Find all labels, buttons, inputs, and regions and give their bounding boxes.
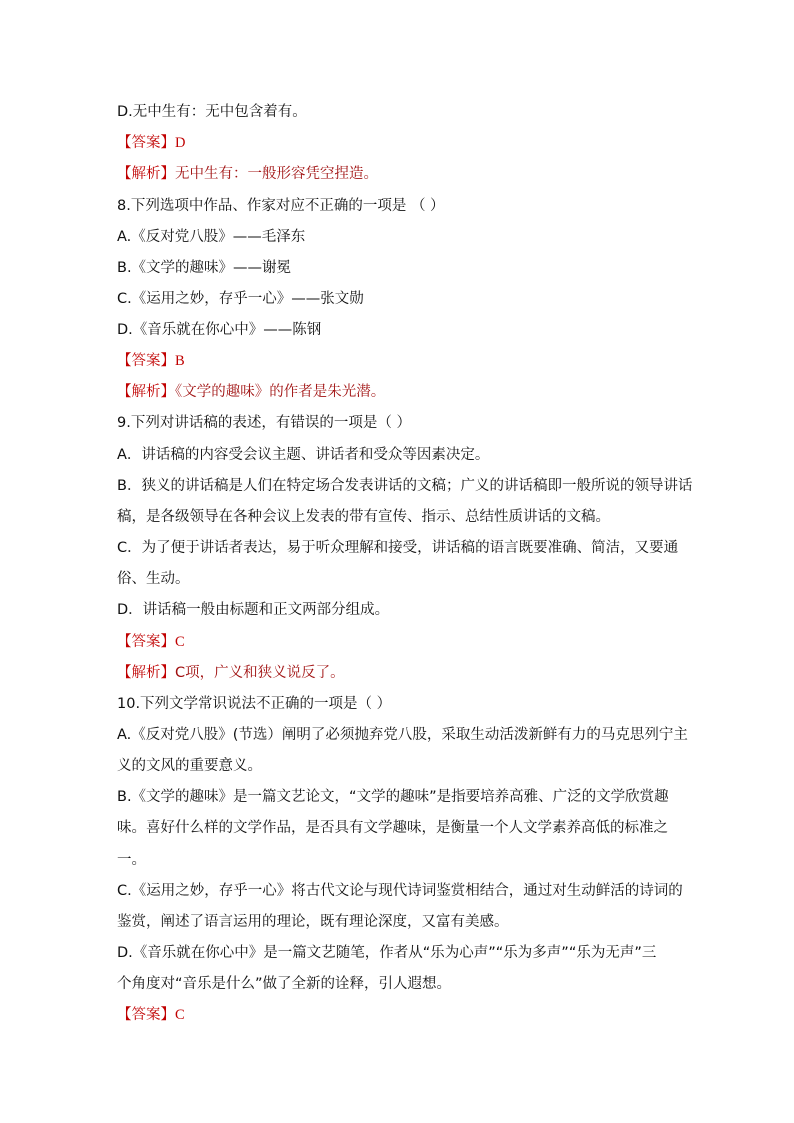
explanation-text: C项，广义和狭义说反了。 bbox=[175, 665, 345, 681]
explanation-text: 《文学的趣味》的作者是朱光潜。 bbox=[175, 384, 386, 400]
option-line: B．狭义的讲话稿是人们在特定场合发表讲话的文稿；广义的讲话稿即一般所说的领导讲话 bbox=[117, 478, 693, 494]
option-line: C.《运用之妙，存乎一心》——张文勋 bbox=[117, 291, 364, 307]
option-line: 个角度对“音乐是什么”做了全新的诠释，引人遐想。 bbox=[117, 976, 452, 992]
option-line: B.《文学的趣味》是一篇文艺论文，“文学的趣味”是指要培养高雅、广泛的文学欣赏趣 bbox=[117, 789, 669, 805]
option-line: A．讲话稿的内容受会议主题、讲话者和受众等因素决定。 bbox=[117, 447, 490, 463]
answer-tag: 【答案】 bbox=[117, 353, 175, 369]
option-line: B.《文学的趣味》——谢冕 bbox=[117, 260, 292, 276]
explanation-line bbox=[117, 663, 345, 683]
option-line: C.《运用之妙，存乎一心》将古代文论与现代诗词鉴赏相结合，通过对生动鲜活的诗词的 bbox=[117, 883, 683, 899]
option-line: 一。 bbox=[117, 852, 146, 868]
explanation-text: 无中生有：一般形容凭空捏造。 bbox=[175, 166, 378, 182]
option-line: 鉴赏，阐述了语言运用的理论，既有理论深度，又富有美感。 bbox=[117, 914, 509, 930]
option-line: D.无中生有：无中包含着有。 bbox=[117, 104, 307, 120]
option-line: D.《音乐就在你心中》——陈钢 bbox=[117, 322, 322, 338]
option-line: 义的文风的重要意义。 bbox=[117, 758, 262, 774]
question-line: 10.下列文学常识说法不正确的一项是（ ） bbox=[117, 696, 392, 712]
answer-line bbox=[117, 632, 185, 652]
option-line: C．为了便于讲话者表达，易于听众理解和接受，讲话稿的语言既要准确、简洁，又要通 bbox=[117, 540, 679, 556]
explanation-line bbox=[117, 382, 385, 402]
explanation-line bbox=[117, 164, 378, 184]
explanation-tag: 【解析】 bbox=[117, 384, 175, 400]
answer-value: C bbox=[175, 634, 185, 650]
option-line: D．讲话稿一般由标题和正文两部分组成。 bbox=[117, 602, 390, 618]
answer-line bbox=[117, 351, 185, 371]
answer-line bbox=[117, 1005, 185, 1025]
explanation-tag: 【解析】 bbox=[117, 166, 175, 182]
answer-tag: 【答案】 bbox=[117, 135, 175, 151]
option-line: A.《反对党八股》——毛泽东 bbox=[117, 229, 306, 245]
answer-tag: 【答案】 bbox=[117, 634, 175, 650]
option-line: 俗、生动。 bbox=[117, 571, 190, 587]
answer-line bbox=[117, 133, 185, 153]
question-line: 8.下列选项中作品、作家对应不正确的一项是 （ ） bbox=[117, 198, 445, 214]
option-line: D.《音乐就在你心中》是一篇文艺随笔，作者从“乐为心声”“乐为多声”“乐为无声”三 bbox=[117, 945, 657, 961]
answer-value: D bbox=[175, 135, 186, 151]
answer-value: C bbox=[175, 1007, 185, 1023]
option-line: 味。喜好什么样的文学作品，是否具有文学趣味，是衡量一个人文学素养高低的标准之 bbox=[117, 820, 668, 836]
option-line: 稿，是各级领导在各种会议上发表的带有宣传、指示、总结性质讲话的文稿。 bbox=[117, 509, 610, 525]
option-line: A.《反对党八股》(节选）阐明了必须抛弃党八股，采取生动活泼新鲜有力的马克思列宁主 bbox=[117, 727, 688, 743]
explanation-tag: 【解析】 bbox=[117, 665, 175, 681]
answer-value: B bbox=[175, 353, 185, 369]
question-line: 9.下列对讲话稿的表述，有错误的一项是（ ） bbox=[117, 415, 411, 431]
answer-tag: 【答案】 bbox=[117, 1007, 175, 1023]
